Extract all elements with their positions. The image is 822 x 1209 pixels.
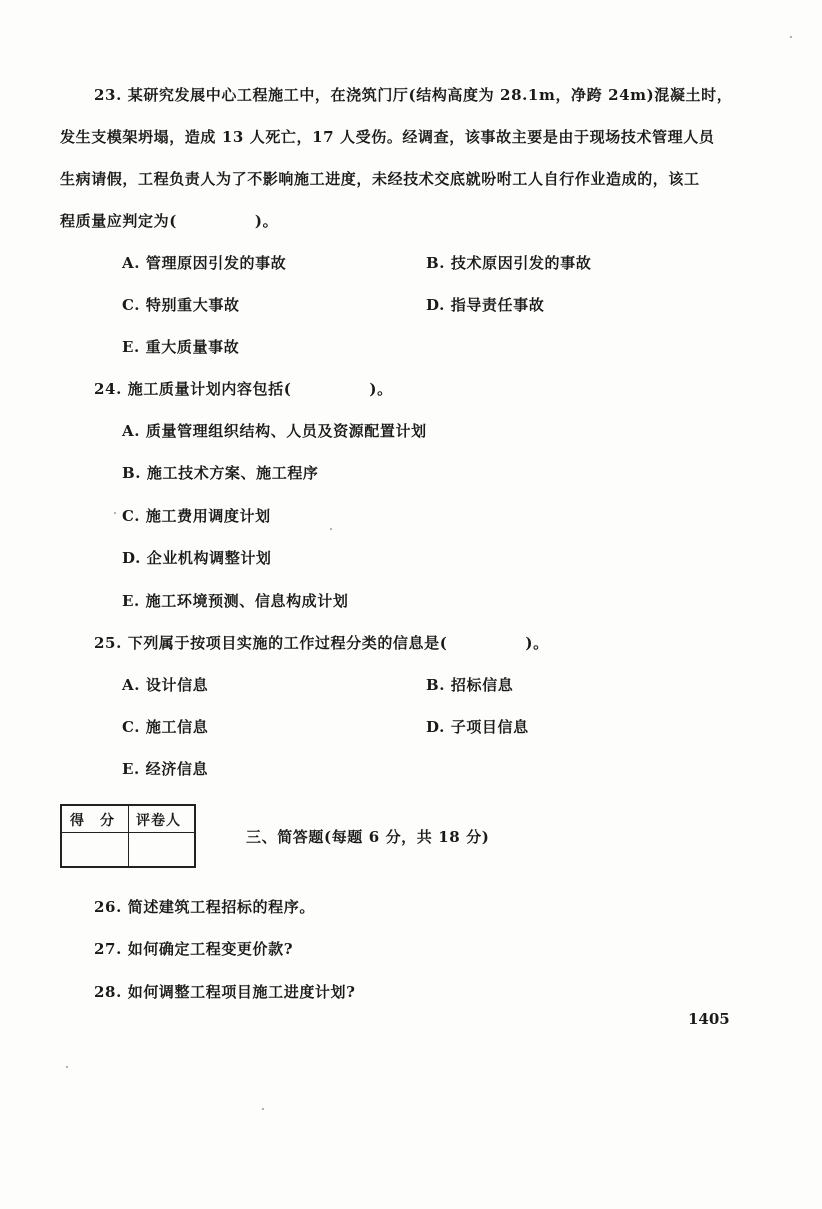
scan-speck <box>262 1108 264 1110</box>
score-table-row-divider <box>62 832 194 833</box>
q23-option-a: A. 管理原因引发的事故 <box>122 254 287 272</box>
grader-header: 评卷人 <box>136 813 181 829</box>
grader-cell[interactable] <box>132 836 190 864</box>
q24-option-d: D. 企业机构调整计划 <box>122 549 272 567</box>
q25-option-d: D. 子项目信息 <box>426 718 529 736</box>
q24-option-e: E. 施工环境预测、信息构成计划 <box>122 592 349 610</box>
section-3-title: 三、简答题(每题 6 分，共 18 分) <box>246 828 490 846</box>
q23-line-3: 生病请假，工程负责人为了不影响施工进度，未经技术交底就吩咐工人自行作业造成的，该工 <box>60 170 700 188</box>
score-header: 得 分 <box>70 813 115 829</box>
score-table-column-divider <box>128 806 129 866</box>
q25-option-e: E. 经济信息 <box>122 760 209 778</box>
page-number: 1405 <box>688 1010 730 1028</box>
q28-stem: 28. 如何调整工程项目施工进度计划? <box>94 983 356 1001</box>
scan-speck <box>114 512 116 514</box>
q24-option-a: A. 质量管理组织结构、人员及资源配置计划 <box>122 422 427 440</box>
score-table <box>60 804 196 868</box>
q25-option-b: B. 招标信息 <box>426 676 514 694</box>
q25-option-a: A. 设计信息 <box>122 676 209 694</box>
q24-stem: 24. 施工质量计划内容包括( )。 <box>94 380 393 398</box>
q23-option-c: C. 特别重大事故 <box>122 296 240 314</box>
q24-option-b: B. 施工技术方案、施工程序 <box>122 464 319 482</box>
q26-stem: 26. 简述建筑工程招标的程序。 <box>94 898 315 916</box>
scan-speck <box>790 36 792 38</box>
q23-option-e: E. 重大质量事故 <box>122 338 240 356</box>
scan-speck <box>330 528 332 530</box>
scan-speck <box>66 1066 68 1068</box>
q23-option-d: D. 指导责任事故 <box>426 296 545 314</box>
score-cell[interactable] <box>66 836 124 864</box>
q25-option-c: C. 施工信息 <box>122 718 209 736</box>
q25-stem: 25. 下列属于按项目实施的工作过程分类的信息是( )。 <box>94 634 549 652</box>
q23-option-b: B. 技术原因引发的事故 <box>426 254 592 272</box>
q23-line-1: 23. 某研究发展中心工程施工中，在浇筑门厅(结构高度为 28.1m，净跨 24m)混凝土时， <box>94 86 733 104</box>
q23-line-4: 程质量应判定为( )。 <box>60 212 279 230</box>
q23-line-2: 发生支模架坍塌，造成 13 人死亡，17 人受伤。经调查，该事故主要是由于现场技术管理人员 <box>60 128 715 146</box>
q24-option-c: C. 施工费用调度计划 <box>122 507 271 525</box>
q27-stem: 27. 如何确定工程变更价款? <box>94 940 294 958</box>
